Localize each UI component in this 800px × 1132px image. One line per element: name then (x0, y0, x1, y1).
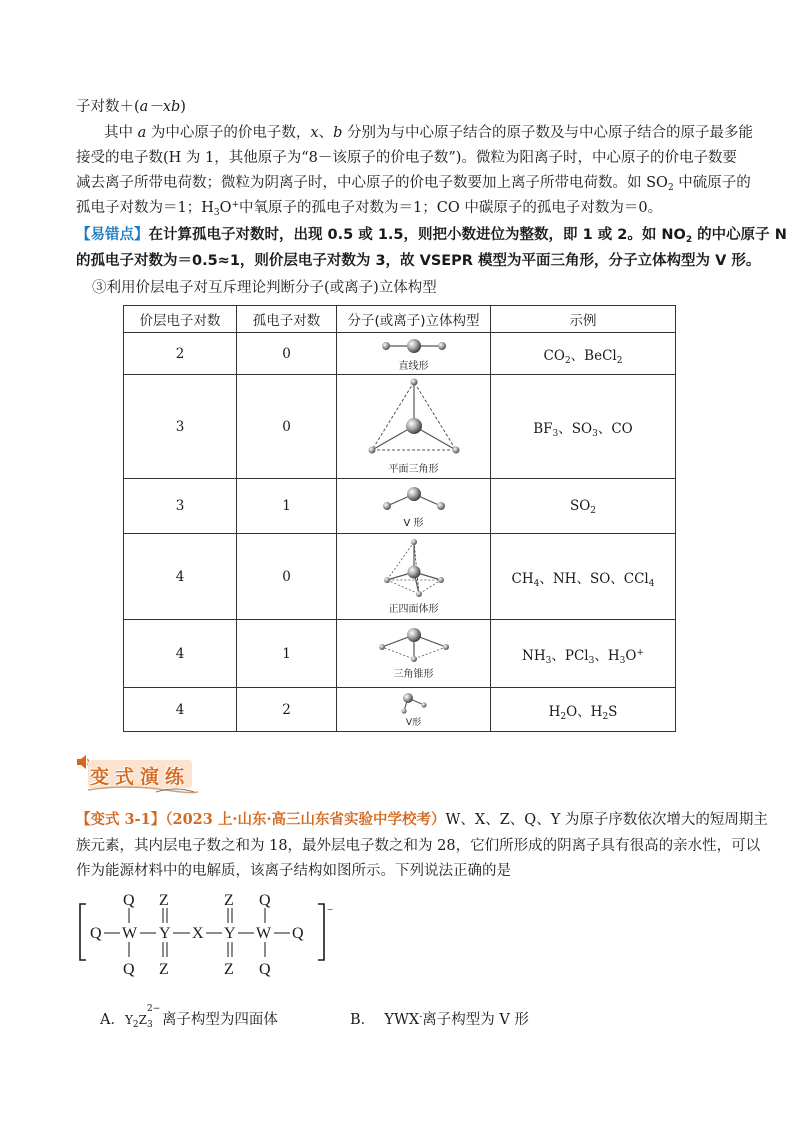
cell-lone: 1 (237, 479, 337, 534)
cell-pairs: 4 (124, 688, 237, 732)
intro-line-5: 孤电子对数为＝1；$H_3O^+$中氧原子的孤电子对数为＝1；CO 中碳原子的孤电子对数为＝0。 (76, 200, 663, 218)
cell-example: $CH_4$、NH、SO、CCl$_4$ (491, 534, 676, 620)
trigonal-pyramidal-diagram (374, 627, 454, 665)
shape-label: 平面三角形 (388, 464, 439, 475)
cell-example: $BF_3$、$SO_3$、CO (491, 375, 676, 479)
atom (368, 447, 375, 454)
cell-lone: 1 (237, 620, 337, 688)
cell-shape (337, 375, 491, 479)
exercise-line-1: 【变式 3-1】（2023 上·山东·高三山东省实验中学校考）W、X、Z、Q、Y 为原子序数依次增大的短周期主 (76, 811, 768, 828)
cell-example: $NH_3$、PCl$_3$、$H_3O^+$ (491, 620, 676, 688)
atom-label: Q (259, 892, 271, 909)
atom (382, 342, 390, 350)
table-header-row (124, 306, 676, 333)
tetrahedral-diagram (379, 538, 449, 600)
atom (443, 644, 449, 650)
v-shape-diagram (379, 484, 449, 514)
atom (410, 379, 417, 386)
atom (384, 577, 390, 583)
atom (407, 628, 421, 642)
header-shape: 分子(或离子)立体构型 (337, 306, 491, 333)
atom (416, 591, 422, 597)
cell-pairs: 4 (124, 534, 237, 620)
table-row (124, 620, 676, 688)
atom (406, 418, 422, 434)
trigonal-planar-diagram (364, 378, 464, 460)
cell-shape (337, 688, 491, 732)
atom (403, 693, 413, 703)
exercise-line-3: 作为能源材料中的电解质，该离子结构如图所示。下列说法正确的是 (76, 863, 511, 879)
atom-label: X (192, 925, 204, 942)
atom (421, 702, 426, 707)
intro-line-2: 其中 a 为中心原子的价电子数，x、b 分别为与中心原子结合的原子数及与中心原子结合的原子最多能 (104, 125, 753, 141)
atom (437, 502, 445, 510)
atom-label: W (256, 925, 272, 942)
intro-line-3: 接受的电子数(H 为 1，其他原子为“8－该原子的价电子数”)。微粒为阳离子时，中心原子的价电子数要 (76, 150, 737, 166)
atom-label: Z (159, 892, 169, 909)
atom (407, 487, 421, 501)
atom (411, 539, 417, 545)
atom (452, 447, 459, 454)
atom (438, 342, 446, 350)
bent-shape-diagram (394, 691, 434, 715)
practice-banner (76, 752, 196, 794)
atom-label: W (122, 925, 138, 942)
cell-pairs: 3 (124, 375, 237, 479)
cell-example: $H_2O$、$H_2S$ (491, 688, 676, 732)
cell-shape (337, 534, 491, 620)
cell-lone: 0 (237, 534, 337, 620)
atom (407, 566, 420, 579)
shape-label: 直线形 (398, 361, 429, 372)
cell-pairs: 2 (124, 333, 237, 375)
cell-pairs: 3 (124, 479, 237, 534)
shape-label: 三角锥形 (393, 669, 434, 680)
atom-label: Q (292, 925, 304, 942)
cell-lone: 0 (237, 333, 337, 375)
atom-label: Y (224, 925, 236, 942)
atom (411, 656, 417, 662)
exercise-tag: 【变式 3-1】 (76, 811, 166, 828)
vsepr-table (123, 305, 676, 732)
atom (401, 708, 406, 713)
header-example: 示例 (491, 306, 676, 333)
shape-label: V形 (405, 718, 422, 728)
cell-lone: 0 (237, 375, 337, 479)
atom-label: Z (224, 961, 234, 978)
table-caption: ③利用价层电子对互斥理论判断分子(或离子)立体构型 (92, 280, 437, 296)
atom-label: Z (159, 961, 169, 978)
table-row (124, 375, 676, 479)
atom (379, 644, 385, 650)
cell-shape (337, 333, 491, 375)
header-pairs: 价层电子对数 (124, 306, 237, 333)
atom-label: Q (123, 892, 135, 909)
banner-title: 变式演练 (90, 766, 191, 788)
cell-example: $SO_2$ (491, 479, 676, 534)
atom-label: Q (259, 961, 271, 978)
table-row (124, 333, 676, 375)
option-b[interactable]: B． YWX-离子构型为 V 形 (350, 1012, 529, 1028)
cell-shape (337, 479, 491, 534)
atom (407, 339, 421, 353)
header-lone: 孤电子对数 (237, 306, 337, 333)
charge-label: − (327, 904, 334, 916)
note-line-1: 【易错点】在计算孤电子对数时，出现 0.5 或 1.5，则把小数进位为整数，即 1 或 2。如 $NO_2$ 的中心原子 N (76, 227, 787, 245)
cell-example: $CO_2$、BeCl$_2$ (491, 333, 676, 375)
atom-label: Y (159, 925, 171, 942)
atom-label: Z (224, 892, 234, 909)
exercise-line-2: 族元素，其内层电子数之和为 18，最外层电子数之和为 28，它们所形成的阴离子具有很高的亲水性，可以 (76, 838, 761, 854)
table-row (124, 534, 676, 620)
atom (383, 502, 391, 510)
intro-line-1: 子对数＋(a－xb) (76, 99, 186, 115)
atom-label: Q (90, 925, 102, 942)
cell-lone: 2 (237, 688, 337, 732)
anion-structure-diagram (78, 888, 348, 988)
note-tag: 【易错点】 (76, 227, 149, 243)
table-row (124, 479, 676, 534)
cell-shape (337, 620, 491, 688)
exercise-source: （2023 上·山东·高三山东省实验中学校考） (165, 811, 446, 828)
linear-shape-diagram (374, 335, 454, 357)
shape-label: 正四面体形 (388, 604, 439, 615)
table-row (124, 688, 676, 732)
note-line-2: 的孤电子对数为＝0.5≈1，则价层电子对数为 3，故 VSEPR 模型为平面三角形，分子立体构型为 V 形。 (76, 253, 761, 269)
intro-line-4: 减去离子所带电荷数；微粒为阴离子时，中心原子的价电子数要加上离子所带电荷数。如 $SO_2$ 中硫原子的 (76, 175, 751, 193)
option-a[interactable]: A．$Y_2Z$ 2− $_3$ 离子构型为四面体 (100, 1004, 278, 1030)
atom-label: Q (123, 961, 135, 978)
cell-pairs: 4 (124, 620, 237, 688)
atom (438, 577, 444, 583)
shape-label: V 形 (403, 517, 424, 529)
